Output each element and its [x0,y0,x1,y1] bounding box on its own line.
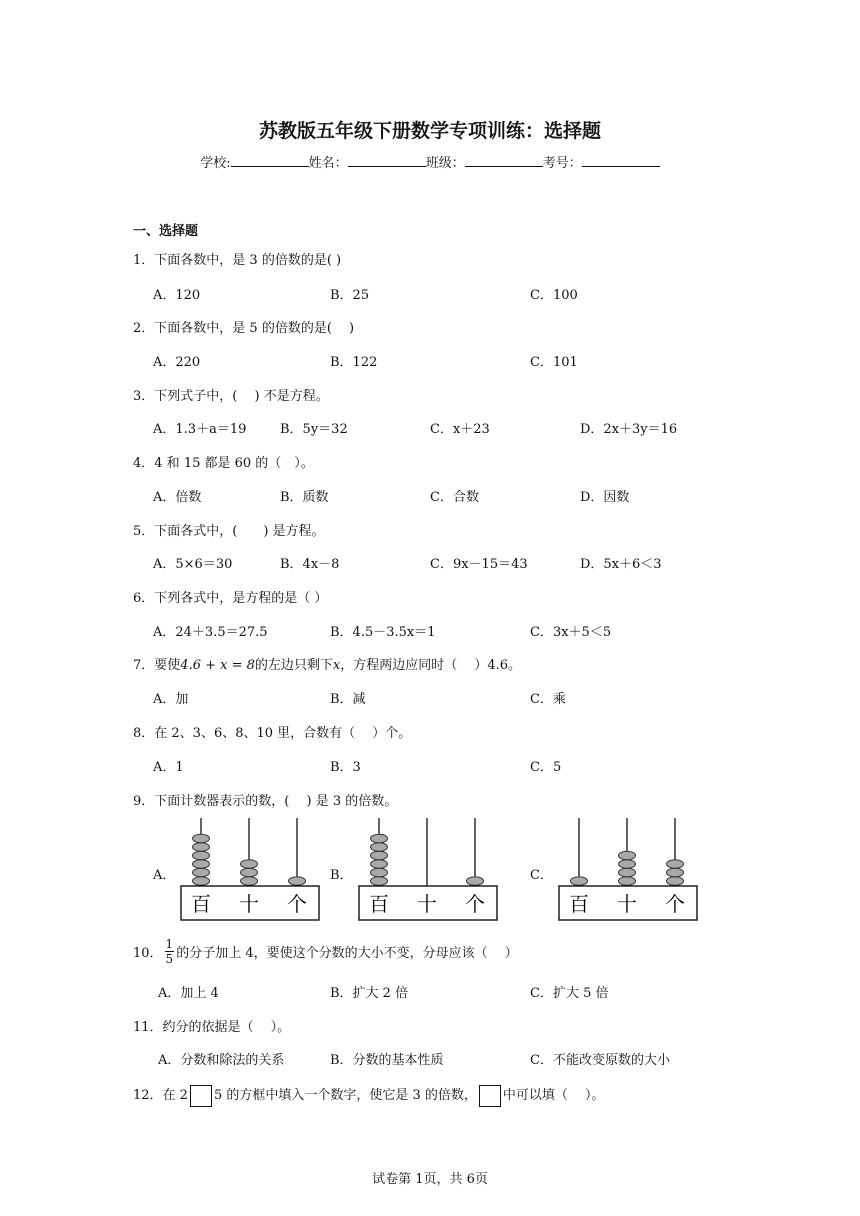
fraction-numerator: 1 [165,937,174,951]
option-a[interactable]: A．220 [153,355,201,370]
option-d[interactable]: D．因数 [580,490,630,505]
option-b[interactable]: B．4.5－3.5x＝1 [330,625,436,640]
name-blank[interactable] [348,155,426,167]
option-b[interactable]: B．5y＝32 [280,422,348,437]
abacus-bead [241,868,258,877]
abacus-bead [571,877,588,886]
option-a[interactable]: A．倍数 [153,490,202,505]
option-c[interactable]: C．9x－15＝43 [430,557,528,572]
abacus-place-label: 个 [465,892,485,916]
class-blank[interactable] [465,155,543,167]
option-a[interactable]: A．1.3＋a＝19 [153,422,247,437]
option-b[interactable]: B．质数 [280,490,329,505]
option-a[interactable]: A．1 [153,760,184,775]
variable: x [332,658,341,673]
abacus-bead [193,843,210,852]
abacus-bead [193,851,210,860]
question-number: 12． [133,1088,163,1103]
option-b[interactable]: B．3 [330,760,361,775]
page-title: 苏教版五年级下册数学专项训练：选择题 [258,120,601,142]
option-c[interactable]: C．100 [530,288,578,303]
option-c[interactable]: C．3x＋5＜5 [530,625,612,640]
question-8 [133,722,411,741]
abacus-place-label: 十 [617,892,637,916]
option-c[interactable]: C．x＋23 [430,422,490,437]
option-a[interactable]: A．24＋3.5＝27.5 [153,625,268,640]
abacus-place-label: 个 [665,892,685,916]
question-text: 的分子加上 4，要使这个分数的大小不变，分母应该（ ） [176,946,518,961]
option-d[interactable]: D．5x＋6＜3 [580,557,662,572]
option-a[interactable]: A．加 [153,692,189,707]
option-b[interactable]: B．减 [330,692,366,707]
question-number: 6． [133,591,155,606]
question-3 [133,385,329,404]
student-info-line [0,152,860,171]
question-number: 7． [133,658,155,673]
option-b[interactable]: B．122 [330,355,378,370]
question-10 [133,937,518,966]
abacus-bead [619,868,636,877]
abacus-bead [619,860,636,869]
question-text: 5 的方框中填入一个数字，使它是 3 的倍数， [213,1088,477,1103]
option-b[interactable]: B．分数的基本性质 [330,1053,444,1068]
abacus-place-label: 个 [287,892,307,916]
abacus-bead [371,868,388,877]
abacus-bead [467,877,484,886]
abacus-bead [371,851,388,860]
option-c[interactable]: C．乘 [530,692,566,707]
abacus-bead [619,851,636,860]
question-number: 11． [133,1020,163,1035]
abacus-bead [193,860,210,869]
question-text: 下面各数中，是 5 的倍数的是( ) [154,321,355,336]
option-c[interactable]: C．扩大 5 倍 [530,986,609,1001]
equation: 4.6 + x = 8 [180,658,255,673]
question-number: 2． [133,321,155,336]
question-number: 10． [133,946,163,961]
question-number: 1． [133,253,155,268]
question-7 [133,654,521,673]
option-c[interactable]: C．合数 [430,490,479,505]
question-text: ，方程两边应同时（ ）4.6。 [340,658,522,673]
fraction [165,937,175,966]
abacus-c [558,816,698,922]
question-text: 中可以填（ ）。 [502,1088,605,1103]
question-number: 9． [133,794,155,809]
question-11 [133,1016,290,1035]
answer-box[interactable] [190,1085,212,1107]
abacus-bead [193,868,210,877]
question-12 [133,1084,605,1107]
abacus-bead [193,877,210,886]
option-b[interactable]: B．扩大 2 倍 [330,986,409,1001]
question-number: 3． [133,389,155,404]
option-a[interactable]: A．5×6＝30 [153,557,233,572]
option-b[interactable]: B．4x－8 [280,557,340,572]
option-a[interactable]: A． [153,868,176,883]
question-text: 下面各式中，( ) 是方程。 [154,524,325,539]
question-4 [133,452,314,471]
abacus-bead [241,877,258,886]
abacus-bead [371,860,388,869]
abacus-a [180,816,320,922]
question-text: 约分的依据是（ ）。 [162,1020,291,1035]
section-heading: 一、选择题 [133,224,199,239]
question-number: 8． [133,726,155,741]
school-blank[interactable] [231,155,309,167]
abacus-bead [371,877,388,886]
question-5 [133,520,325,539]
class-label: 班级： [425,156,465,171]
question-text: 在 2 [162,1088,188,1103]
abacus-bead [667,860,684,869]
option-a[interactable]: A．分数和除法的关系 [158,1053,285,1068]
question-number: 4． [133,456,155,471]
option-a[interactable]: A．加上 4 [158,986,219,1001]
exam-no-blank[interactable] [582,155,660,167]
abacus-place-label: 十 [239,892,259,916]
abacus-bead [241,860,258,869]
option-b[interactable]: B． [330,868,353,883]
option-c[interactable]: C．101 [530,355,578,370]
question-text: 下面计数器表示的数，( ) 是 3 的倍数。 [154,794,398,809]
abacus-b [358,816,498,922]
option-a[interactable]: A．120 [153,288,201,303]
question-text: 要使 [154,658,181,673]
question-2 [133,317,354,336]
name-label: 姓名： [308,156,348,171]
option-b[interactable]: B．25 [330,288,370,303]
question-number: 5． [133,524,155,539]
abacus-bead [371,834,388,843]
abacus-bead [619,877,636,886]
fraction-denominator: 5 [165,952,174,966]
abacus-bead [667,877,684,886]
abacus-place-label: 十 [417,892,437,916]
school-label: 学校: [200,156,231,171]
abacus-place-label: 百 [369,892,389,916]
question-text: 在 2、3、6、8、10 里，合数有（ ）个。 [154,726,412,741]
question-1 [133,249,341,268]
question-9 [133,790,397,809]
question-text: 下列各式中，是方程的是（ ） [154,591,328,606]
question-text: 下列式子中，( ) 不是方程。 [154,389,329,404]
abacus-place-label: 百 [191,892,211,916]
abacus-bead [289,877,306,886]
abacus-place-label: 百 [569,892,589,916]
abacus-bead [667,868,684,877]
page-footer: 试卷第 1页，共 6页 [372,1172,488,1187]
option-c[interactable]: C．5 [530,760,562,775]
answer-box[interactable] [479,1085,501,1107]
question-6 [133,587,327,606]
question-text: 的左边只剩下 [254,658,333,673]
option-c[interactable]: C．不能改变原数的大小 [530,1053,670,1068]
abacus-bead [193,834,210,843]
question-text: 下面各数中，是 3 的倍数的是( ) [154,253,342,268]
exam-no-label: 考号： [542,156,582,171]
option-d[interactable]: D．2x＋3y＝16 [580,422,678,437]
question-text: 4 和 15 都是 60 的（ ）。 [154,456,314,471]
abacus-bead [371,843,388,852]
option-c[interactable]: C． [530,868,553,883]
